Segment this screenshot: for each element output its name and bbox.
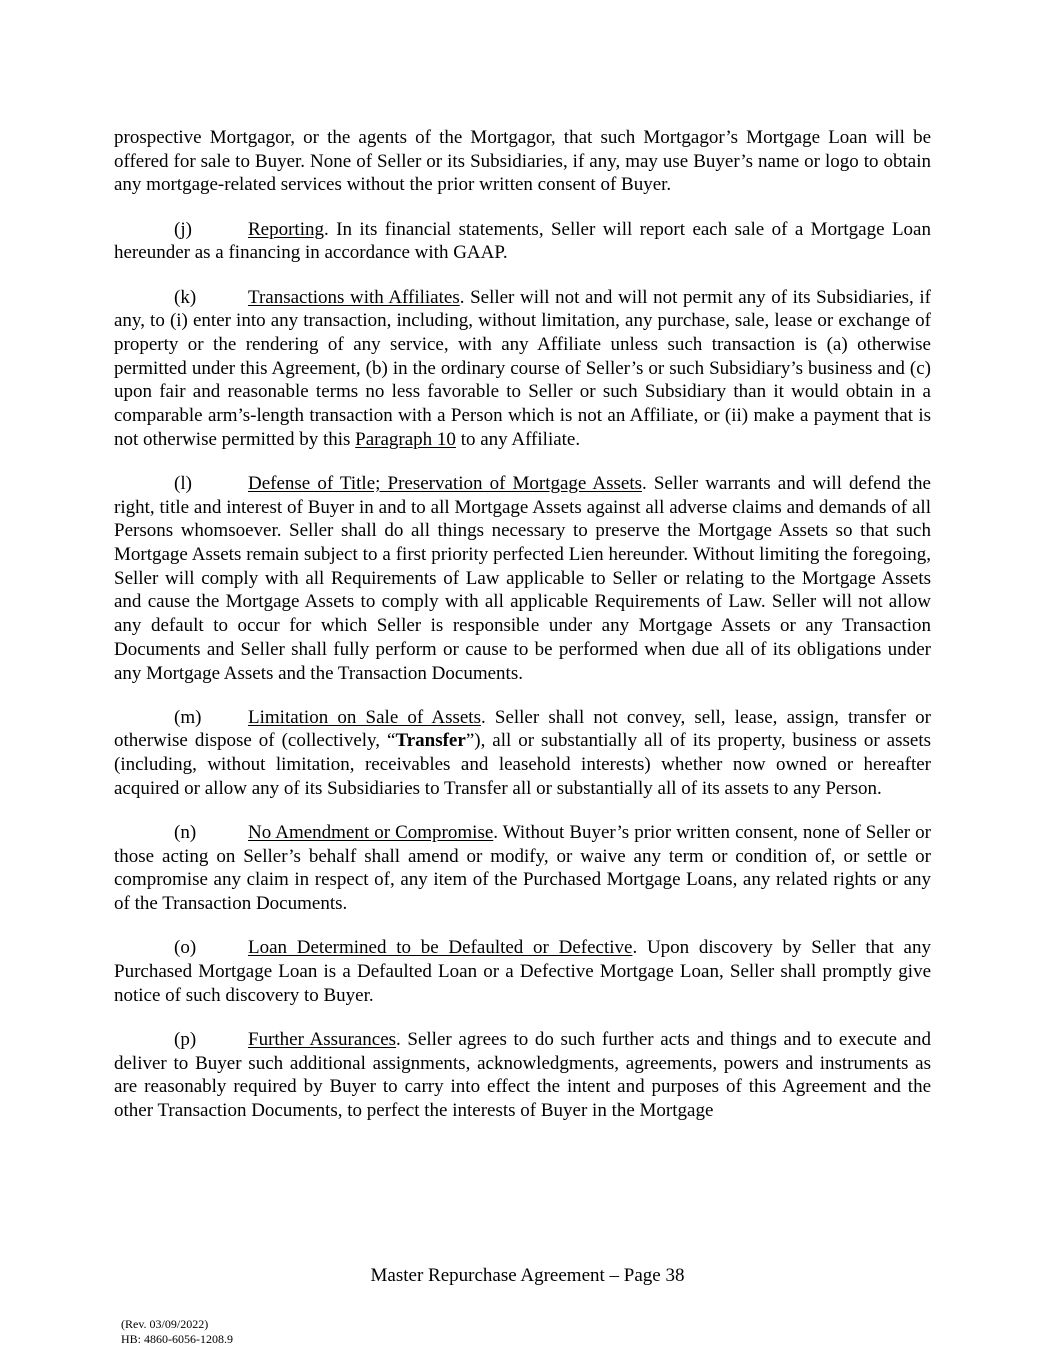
- paragraph-text: Seller warrants and will defend the right, title and interest of Buyer in and to all Mortgage Assets against all adverse claims and demands of all Persons whomsoever. Seller shall do all things necessary to preserve the Mortgage Assets so that such Mortgage Assets remain subject to a first priority perfected Lien hereunder. Without limiting the foregoing, Seller will comply with all Requirements of Law applicable to Seller or relating to the Mortgage Assets and cause the Mortgage Assets to comply with all applicable Requirements of Law. Seller will not allow any default to occur for which Seller is responsible under any Mortgage Assets or any Transaction Documents and Seller shall fully perform or cause to be performed when due all of its obligations under any Mortgage Assets and the Transaction Documents.: [114, 472, 931, 684]
- paragraph-text: Upon discovery by Seller that any Purchased Mortgage Loan is a Defaulted Loan or a Defective Mortgage Loan, Seller shall promptly give notice of such discovery to Buyer.: [114, 937, 931, 1006]
- paragraph-label: (l): [174, 472, 192, 494]
- paragraph-m: (m) Limitation on Sale of Assets. Seller shall not convey, sell, lease, assign, transfer or otherwise dispose of (collectively, “Transfer”), all or substantially all of its property, business or assets (including, without limitation, receivables and leasehold interests) whether now owned or hereafter acquired or allow any of its Subsidiaries to Transfer all or substantially all of its assets to any Person.: [114, 706, 931, 799]
- paragraph-label: (p): [174, 1029, 197, 1050]
- paragraph-reference: Paragraph 10: [355, 428, 456, 450]
- revision-date: (Rev. 03/09/2022): [121, 1317, 209, 1331]
- paragraph-text: Seller will not and will not permit any of its Subsidiaries, if any, to (i) enter into any transaction, including, without limitation, any purchase, sale, lease or exchange of property or the rendering of any service, with any Affiliate unless such transaction is (a) otherwise permitted under this Agreement, (b) in the ordinary course of Seller’s or such Subsidiary’s business and (c) upon fair and reasonable terms no less favorable to Seller or such Subsidiary than it would obtain in a comparable arm’s-length transaction with a Person which is not an Affiliate, or (ii) make a payment that is not otherwise permitted by this: [114, 286, 931, 450]
- paragraph-label: (k): [174, 286, 197, 308]
- paragraph-label: (j): [174, 218, 192, 240]
- document-id: HB: 4860-6056-1208.9: [121, 1331, 233, 1346]
- paragraph-text: Seller agrees to do such further acts and things and to execute and deliver to Buyer such additional assignments, acknowledgments, agreements, powers and instruments as are reasonably required by Buyer to carry into effect the intent and purposes of this Agreement and the other Transaction Documents, to perfect the interests of Buyer in the Mortgage: [114, 1029, 931, 1122]
- paragraph-n: (n) No Amendment or Compromise. Without Buyer’s prior written consent, none of Seller or those acting on Seller’s behalf shall amend or modify, or waive any term or condition of, or settle or compromise any claim in respect of, any item of the Purchased Mortgage Loans, any related rights or any of the Transaction Documents.: [114, 822, 932, 915]
- paragraph-l: (l) Defense of Title; Preservation of Mortgage Assets. Seller warrants and will defend the right, title and interest of Buyer in and to all Mortgage Assets against all adverse claims and demands of all Persons whomsoever. Seller shall do all things necessary to preserve the Mortgage Assets so that such Mortgage Assets remain subject to a first priority perfected Lien hereunder. Without limiting the foregoing, Seller will comply with all Requirements of Law applicable to Seller or relating to the Mortgage Assets and cause the Mortgage Assets to comply with all applicable Requirements of Law. Seller will not allow any default to occur for which Seller is responsible under any Mortgage Assets or any Transaction Documents and Seller shall fully perform or cause to be performed when due all of its obligations under any Mortgage Assets and the Transaction Documents.: [114, 472, 931, 684]
- paragraph-heading: Defense of Title; Preservation of Mortgage Assets: [248, 472, 643, 494]
- paragraph-label: (n): [174, 822, 197, 844]
- paragraph-text-tail: ”), all or substantially all of its property, business or assets (including, without limitation, receivables and leasehold interests) whether now owned or hereafter acquired or allow any of its Subsidiaries to Transfer all or substantially all of its assets to any Person.: [114, 730, 931, 799]
- paragraph-heading: Loan Determined to be Defaulted or Defective: [248, 937, 633, 959]
- paragraph-label: (m): [174, 706, 202, 728]
- paragraph-heading: Limitation on Sale of Assets: [248, 706, 481, 728]
- paragraph-text: In its financial statements, Seller will report each sale of a Mortgage Loan hereunder as a financing in accordance with GAAP.: [114, 218, 931, 264]
- intro-paragraph: [114, 126, 931, 197]
- footer-revision-block: [121, 1317, 233, 1346]
- paragraph-text-tail: to any Affiliate.: [455, 428, 581, 450]
- footer-page-title: Master Repurchase Agreement – Page 38: [370, 1265, 685, 1286]
- paragraph-p: (p) Further Assurances. Seller agrees to do such further acts and things and to execute and deliver to Buyer such additional assignments, acknowledgments, agreements, powers and instruments as are reasonably required by Buyer to carry into effect the intent and purposes of this Agreement and the other Transaction Documents, to perfect the interests of Buyer in the Mortgage: [114, 1029, 931, 1122]
- paragraph-heading: Further Assurances: [248, 1029, 397, 1050]
- paragraph-k: (k) Transactions with Affiliates. Seller will not and will not permit any of its Subsidiaries, if any, to (i) enter into any transaction, including, without limitation, any purchase, sale, lease or exchange of property or the rendering of any service, with any Affiliate unless such transaction is (a) otherwise permitted under this Agreement, (b) in the ordinary course of Seller’s or such Subsidiary’s business and (c) upon fair and reasonable terms no less favorable to Seller or such Subsidiary than it would obtain in a comparable arm’s-length transaction with a Person which is not an Affiliate, or (ii) make a payment that is not otherwise permitted by this Paragraph 10 to any Affiliate.: [114, 286, 931, 450]
- body-text: [114, 126, 931, 1143]
- paragraph-heading: Transactions with Affiliates: [248, 286, 460, 308]
- paragraph-text: Seller shall not convey, sell, lease, assign, transfer or otherwise dispose of (collectively, “: [114, 706, 931, 752]
- paragraph-label: (o): [174, 937, 197, 959]
- paragraph-j: (j) Reporting. In its financial statements, Seller will report each sale of a Mortgage Loan hereunder as a financing in accordance with GAAP.: [114, 218, 931, 264]
- paragraph-text: Without Buyer’s prior written consent, none of Seller or those acting on Seller’s behalf shall amend or modify, or waive any term or condition of, or settle or compromise any claim in respect of, any item of the Purchased Mortgage Loans, any related rights or any of the Transaction Documents.: [114, 822, 932, 915]
- paragraph-heading: No Amendment or Compromise: [248, 822, 494, 844]
- paragraph-heading: Reporting: [248, 218, 324, 240]
- defined-term: Transfer: [395, 730, 466, 752]
- intro-text: prospective Mortgagor, or the agents of the Mortgagor, that such Mortgagor’s Mortgage Loan will be offered for sale to Buyer. None of Seller or its Subsidiaries, if any, may use Buyer’s name or logo to obtain any mortgage-related services without the prior written consent of Buyer.: [114, 127, 931, 196]
- paragraph-o: (o) Loan Determined to be Defaulted or Defective. Upon discovery by Seller that any Purchased Mortgage Loan is a Defaulted Loan or a Defective Mortgage Loan, Seller shall promptly give notice of such discovery to Buyer.: [114, 937, 931, 1006]
